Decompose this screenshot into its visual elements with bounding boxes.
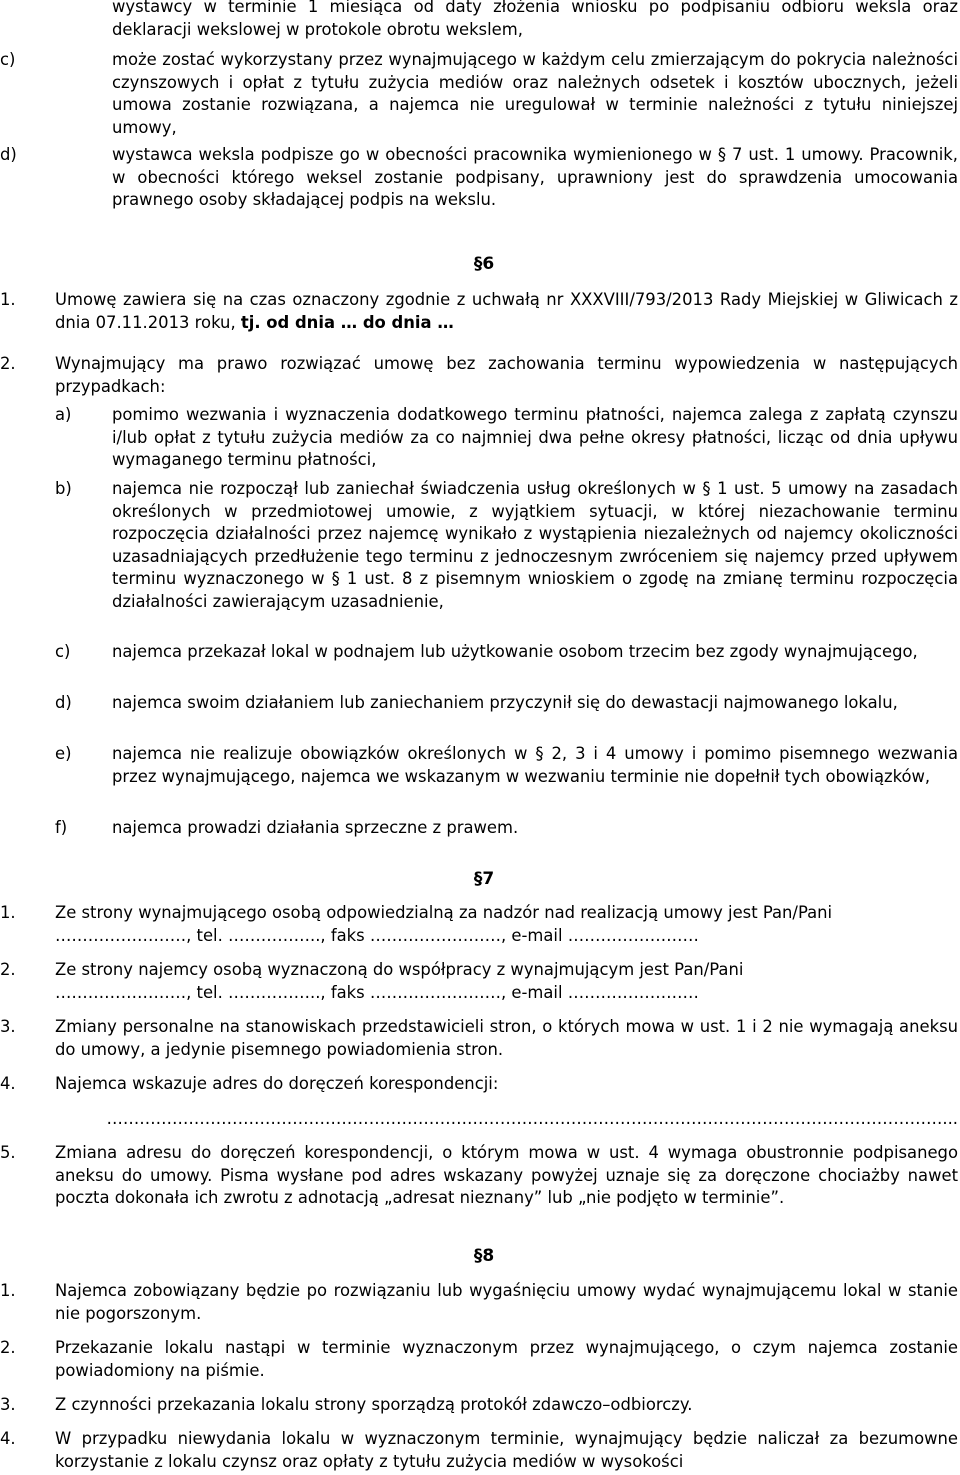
item-label: a) [55,405,72,424]
paragraph-text: Ze strony najemcy osobą wyznaczoną do współpracy z wynajmującym jest Pan/Pani [55,960,744,979]
paragraph-text [55,289,958,334]
item-b-text: wystawcy w terminie 1 miesiąca od daty złożenia wniosku po podpisaniu odbioru weksla oraz deklaracji wekslowej w protokole obrotu wekslem, [112,0,958,39]
paragraph-number: 4. [0,1429,16,1448]
item-label: c) [0,50,16,69]
paragraph-text: Ze strony wynajmującego osobą odpowiedzialną za nadzór nad realizacją umowy jest Pan/Pani [55,903,833,922]
paragraph-body: Umowę zawiera się na czas oznaczony zgodnie z uchwałą nr XXXVIII/793/2013 Rady Miejskiej w Gliwicach z dnia 07.11.2013 roku, [55,290,958,332]
item-label: d) [0,145,17,164]
section-heading-6: §6 [473,254,495,274]
paragraph-number: 2. [0,354,16,373]
item-text: najemca nie realizuje obowiązków określonych w § 2, 3 i 4 umowy i pomimo pisemnego wezwania przez wynajmującego, najemca we wskazanym w wezwaniu terminie nie dopełnił tych obowiązków, [112,744,958,786]
item-text: najemca przekazał lokal w podnajem lub użytkowanie osobom trzecim bez zgody wynajmującego, [112,642,918,661]
paragraph-text: Wynajmujący ma prawo rozwiązać umowę bez zachowania terminu wypowiedzenia w następujących przypadkach: [55,354,958,396]
item-text: najemca prowadzi działania sprzeczne z prawem. [112,818,519,837]
paragraph-text: Z czynności przekazania lokalu strony sporządzą protokół zdawczo–odbiorczy. [55,1395,693,1414]
paragraph-number: 3. [0,1017,16,1036]
address-placeholder: ………………………………………………………………………………………………………………………………………... [106,1109,958,1128]
paragraph-number: 4. [0,1074,16,1093]
item-label: d) [55,693,72,712]
item-label: b) [55,479,72,498]
paragraph-text: Najemca wskazuje adres do doręczeń korespondencji: [55,1074,499,1093]
item-label: e) [55,744,72,763]
section-heading-7: §7 [473,869,495,889]
paragraph-text: Zmiana adresu do doręczeń korespondencji, o którym mowa w ust. 4 wymaga obustronnie podpisanego aneksu do umowy. Pisma wysłane pod adres wskazany powyżej uznaje się za doręczone chociażby nawet poczta dokonała ich zwrotu z adnotacją „adresat nieznany” lub „nie podjęto w terminie”. [55,1143,958,1208]
section-heading-8: §8 [473,1246,495,1266]
paragraph-number: 1. [0,1281,16,1300]
item-text: wystawca weksla podpisze go w obecności pracownika wymienionego w § 7 ust. 1 umowy. Pracownik, w obecności którego weksel zostanie podpisany, uprawniony jest do sprawdzenia umocowania prawnego osoby składającej podpis na wekslu. [112,145,958,210]
item-text: najemca nie rozpoczął lub zaniechał świadczenia usług określonych w § 1 ust. 5 umowy na zasadach określonych w przedmiotowej umowie, z wyjątkiem sytuacji, w której niezachowanie terminu rozpoczęcia działalności przez najemcę wynikało z wystąpienia niezależnych od najemcy okoliczności uzasadniających przedłużenie tego terminu z jednoczesnym zwróceniem się najemcy przed upływem terminu wyznaczonego w § 1 ust. 8 z pisemnym wnioskiem o zgodę na zmianę terminu rozpoczęcia działalności zawierającym uzasadnienie, [112,479,958,611]
item-text: pomimo wezwania i wyznaczenia dodatkowego terminu płatności, najemca zalega z zapłatą czynszu i/lub opłat z tytułu zużycia mediów za co najmniej dwa pełne okresy płatności, licząc od dnia upływu wymaganego terminu płatności, [112,405,958,470]
paragraph-number: 1. [0,290,16,309]
contact-placeholders: ……………………, tel. …………….., faks ……………………, e-mail …………………… [55,926,699,945]
item-text: najemca swoim działaniem lub zaniechaniem przyczynił się do dewastacji najmowanego lokalu, [112,693,898,712]
paragraph-number: 2. [0,960,16,979]
paragraph-number: 3. [0,1395,16,1414]
item-label: f) [55,818,68,837]
paragraph-number: 5. [0,1143,16,1162]
paragraph-text: Najemca zobowiązany będzie po rozwiązaniu lub wygaśnięciu umowy wydać wynajmującemu lokal w stanie nie pogorszonym. [55,1281,958,1323]
paragraph-number: 2. [0,1338,16,1357]
contact-placeholders: ……………………, tel. …………….., faks ……………………, e-mail …………………… [55,983,699,1002]
item-label: c) [55,642,71,661]
paragraph-text: Zmiany personalne na stanowiskach przedstawicieli stron, o których mowa w ust. 1 i 2 nie wymagają aneksu do umowy, a jedynie pisemnego powiadomienia stron. [55,1017,958,1059]
paragraph-text: Przekazanie lokalu nastąpi w terminie wyznaczonym przez wynajmującego, o czym najemca zostanie powiadomiony na piśmie. [55,1338,958,1380]
item-text: może zostać wykorzystany przez wynajmującego w każdym celu zmierzającym do pokrycia należności czynszowych i opłat z tytułu zużycia mediów oraz należnych odsetek i kosztów ubocznych, jeżeli umowa zostanie rozwiązana, a najemca nie uregulował w terminie należności z tytułu niniejszej umowy, [112,50,958,137]
paragraph-number: 1. [0,903,16,922]
term-dates: tj. od dnia … do dnia … [240,312,454,332]
paragraph-text: W przypadku niewydania lokalu w wyznaczonym terminie, wynajmujący będzie naliczał za bezumowne korzystanie z lokalu czynsz oraz opłaty z tytułu zużycia mediów w wysokości [55,1429,958,1471]
